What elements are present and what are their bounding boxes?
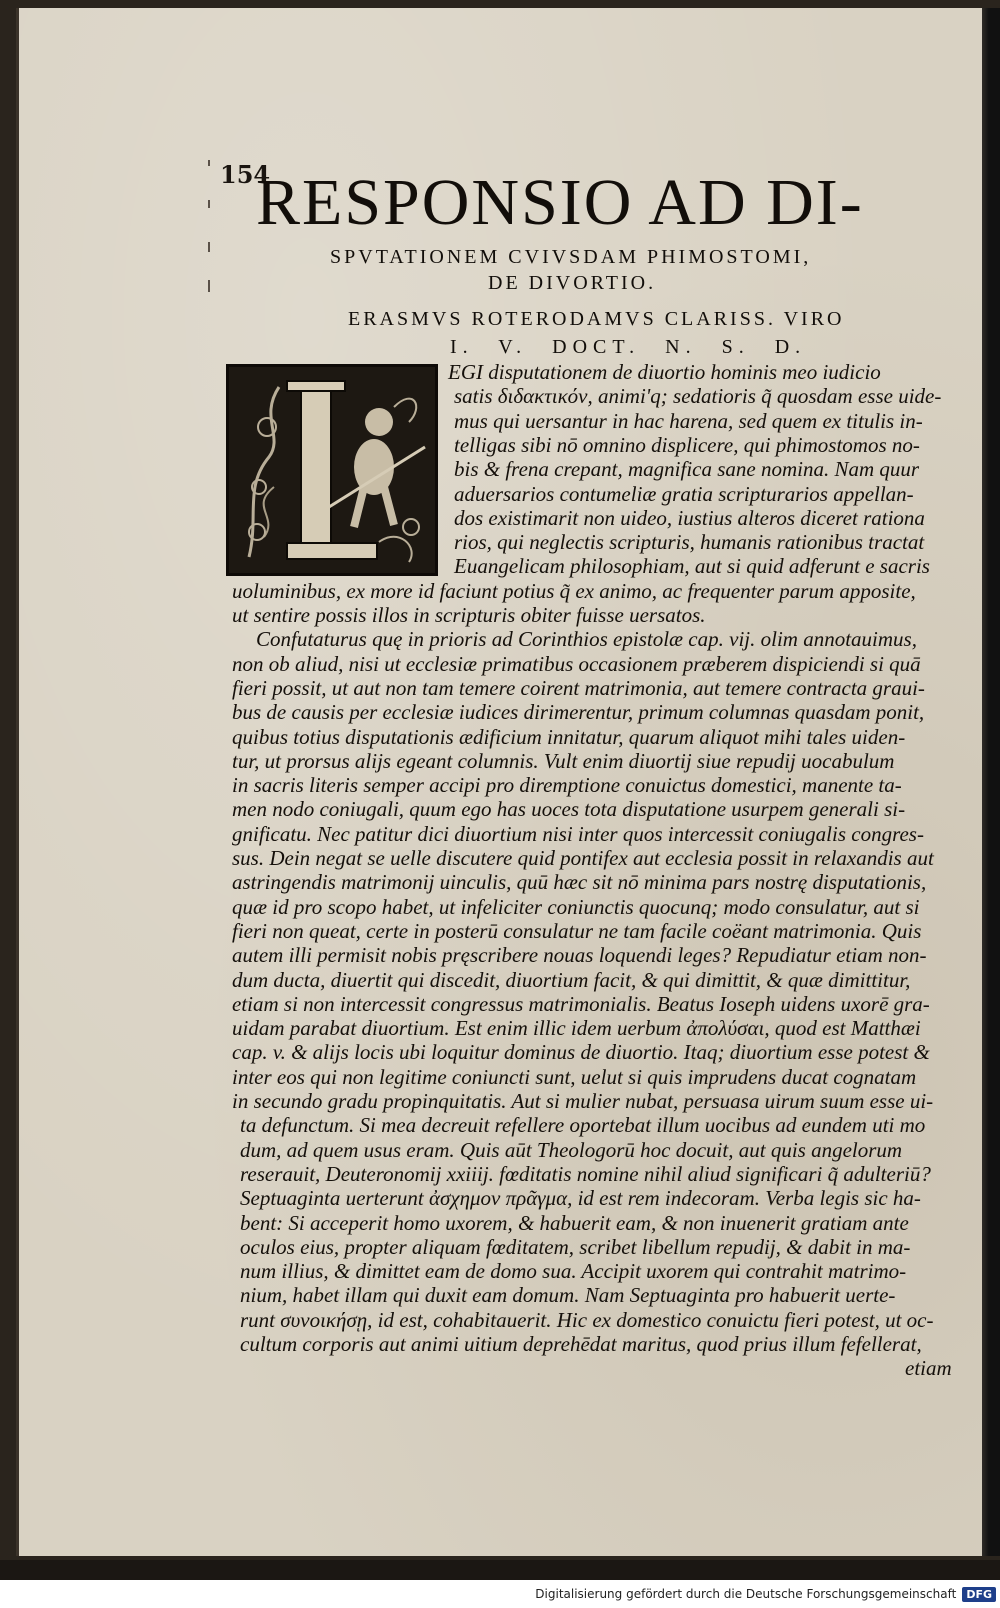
- text-line: cultum corporis aut animi uitium deprehēdat maritus, quod prius illum fefellerat,: [240, 1332, 922, 1356]
- text-line: astringendis matrimonij uinculis, quū hæc sit nō minima pars nostrę disputationis,: [232, 870, 927, 895]
- text-line: etiam si non intercessit congressus matrimonialis. Beatus Ioseph uidens uxorē gra-: [232, 991, 930, 1016]
- dfg-logo-icon: DFG: [962, 1587, 996, 1602]
- page-title: RESPONSIO AD DI-: [256, 166, 864, 239]
- text-line: uoluminibus, ex more id faciunt potius q̃ ex animo, ac frequenter parum apposite,: [232, 578, 916, 603]
- text-line: in sacris literis semper accipi pro diremptione conuictus domestici, manente ta-: [232, 773, 902, 798]
- text-line: quibus totius disputationis ædificium innitatur, quarum aliquot mihi tales uiden-: [232, 724, 906, 749]
- funding-credit: Digitalisierung gefördert durch die Deutsche Forschungsgemeinschaft: [535, 1587, 957, 1601]
- text-line: inter eos qui non legitime coniuncti sunt, uelut si quis imprudens ducat cognatam: [232, 1064, 917, 1089]
- text-line: runt συνοικήσῃ, id est, cohabitauerit. Hic ex domestico conuictu fieri potest, ut oc-: [240, 1307, 934, 1332]
- text-line: etiam: [905, 1356, 952, 1381]
- text-line: fieri possit, ut aut non tam temere coirent matrimonia, aut temere contracta graui-: [232, 675, 925, 700]
- text-line: num illius, & dimittet eam de domo sua. Accipit uxorem qui contrahit matrimo-: [240, 1259, 907, 1284]
- title-subline-1: SPVTATIONEM CVIVSDAM PHIMOSTOMI,: [330, 246, 812, 268]
- address-line-2: I. V. DOCT. N. S. D.: [450, 336, 807, 358]
- text-line: oculos eius, propter aliquam fœditatem, scribet libellum repudij, & dabit in ma-: [240, 1234, 911, 1259]
- text-line: Confutaturus quę in prioris ad Corinthios epistolæ cap. vij. olim annotauimus,: [256, 627, 917, 652]
- text-line: non ob aliud, nisi ut ecclesiæ primatibus occasionem præberem dispiciendi si quā: [232, 651, 921, 676]
- text-line: telligas sibi nō omnino displicere, qui phimostomos no-: [454, 432, 920, 457]
- text-line: quæ id pro scopo habet, ut infeliciter coniunctis quocunq; modo consulatur, aut si: [232, 894, 920, 919]
- text-line: bent: Si acceperit homo uxorem, & habuerit eam, & non inuenerit gratiam ante: [240, 1210, 909, 1235]
- text-line: sus. Dein negat se uelle discutere quid pontifex aut ecclesia possit in relaxandis aut: [232, 846, 934, 870]
- text-line: cap. v. & alijs locis ubi loquitur dominus de diuortio. Itaq; diuortium esse potest &: [232, 1040, 930, 1065]
- text-line: fieri non queat, certe in posterū consulatur ne tam facile coëant matrimonia. Quis: [232, 918, 922, 943]
- text-line: dum, ad quem usus eram. Quis aūt Theologorū hoc docuit, aut quis angelorum: [240, 1137, 903, 1162]
- text-line: Euangelicam philosophiam, aut si quid adferunt e sacris: [454, 554, 930, 579]
- text-line: reserauit, Deuteronomij xxiiij. fœditatis nomine nihil aliud significari q̃ adulteriū?: [240, 1161, 931, 1186]
- text-line: gnificatu. Nec patitur dici diuortium nisi inter quos intercessit coniugalis congres-: [232, 821, 924, 846]
- text-line: men nodo coniugali, quum ego has uoces tota disputatione usurpem generali si-: [232, 797, 906, 822]
- gutter-marks: [205, 160, 213, 300]
- text-line: ut sentire possis illos in scripturis obiter fuisse uersatos.: [232, 603, 706, 627]
- page-number: 154: [220, 160, 271, 189]
- text-line: autem illi permisit nobis pręscribere nouas loquendi leges? Repudiatur etiam non-: [232, 943, 927, 968]
- text-line: rios, qui neglectis scripturis, humanis rationibus tractat: [454, 530, 925, 555]
- text-line: tur, ut prorsus alijs egeant columnis. Vult enim diuortij siue repudij uocabulum: [232, 748, 895, 773]
- text-line: EGI disputationem de diuortio hominis meo iudicio: [448, 360, 881, 384]
- text-line: uidam parabat diuortium. Est enim illic idem uerbum ἀπολύσαι, quod est Matthæi: [232, 1016, 921, 1041]
- text-line: bus de causis per ecclesiæ iudices dirimerentur, primum columnas quasdam ponit,: [232, 700, 925, 725]
- text-line: ta defunctum. Si mea decreuit refellere oportebat illum uocibus ad eundem uti mo: [240, 1113, 926, 1138]
- text-line: bis & frena crepant, magnifica sane nomina. Nam quur: [454, 457, 920, 482]
- woodcut-initial-L-icon: [226, 364, 438, 576]
- text-line: nium, habet illam qui duxit eam domum. Nam Septuaginta pro habuerit uerte-: [240, 1283, 896, 1308]
- text-line: Septuaginta uerterunt ἀσχημον πρᾶγμα, id est rem indecoram. Verba legis sic ha-: [240, 1186, 921, 1211]
- title-subline-2: DE DIVORTIO.: [488, 272, 657, 294]
- text-line: satis διδακτικόν, animi'q; sedatioris q̃ quosdam esse uide-: [454, 384, 942, 409]
- text-line: aduersarios contumeliæ gratia scripturarios appellan-: [454, 481, 914, 506]
- address-line-1: ERASMVS ROTERODAMVS CLARISS. VIRO: [348, 308, 845, 330]
- text-line: dos existimarit non uideo, iustius alteros diceret rationa: [454, 505, 925, 530]
- text-line: dum ducta, diuertit qui discedit, diuortium facit, & qui dimittit, & quæ dimittitur,: [232, 967, 911, 992]
- text-line: mus qui uersantur in hac harena, sed quem ex titulis in-: [454, 408, 923, 433]
- footer-bar: [0, 1580, 1000, 1608]
- text-line: in secundo gradu propinquitatis. Aut si mulier nubat, persuasa uirum suum esse ui-: [232, 1089, 934, 1113]
